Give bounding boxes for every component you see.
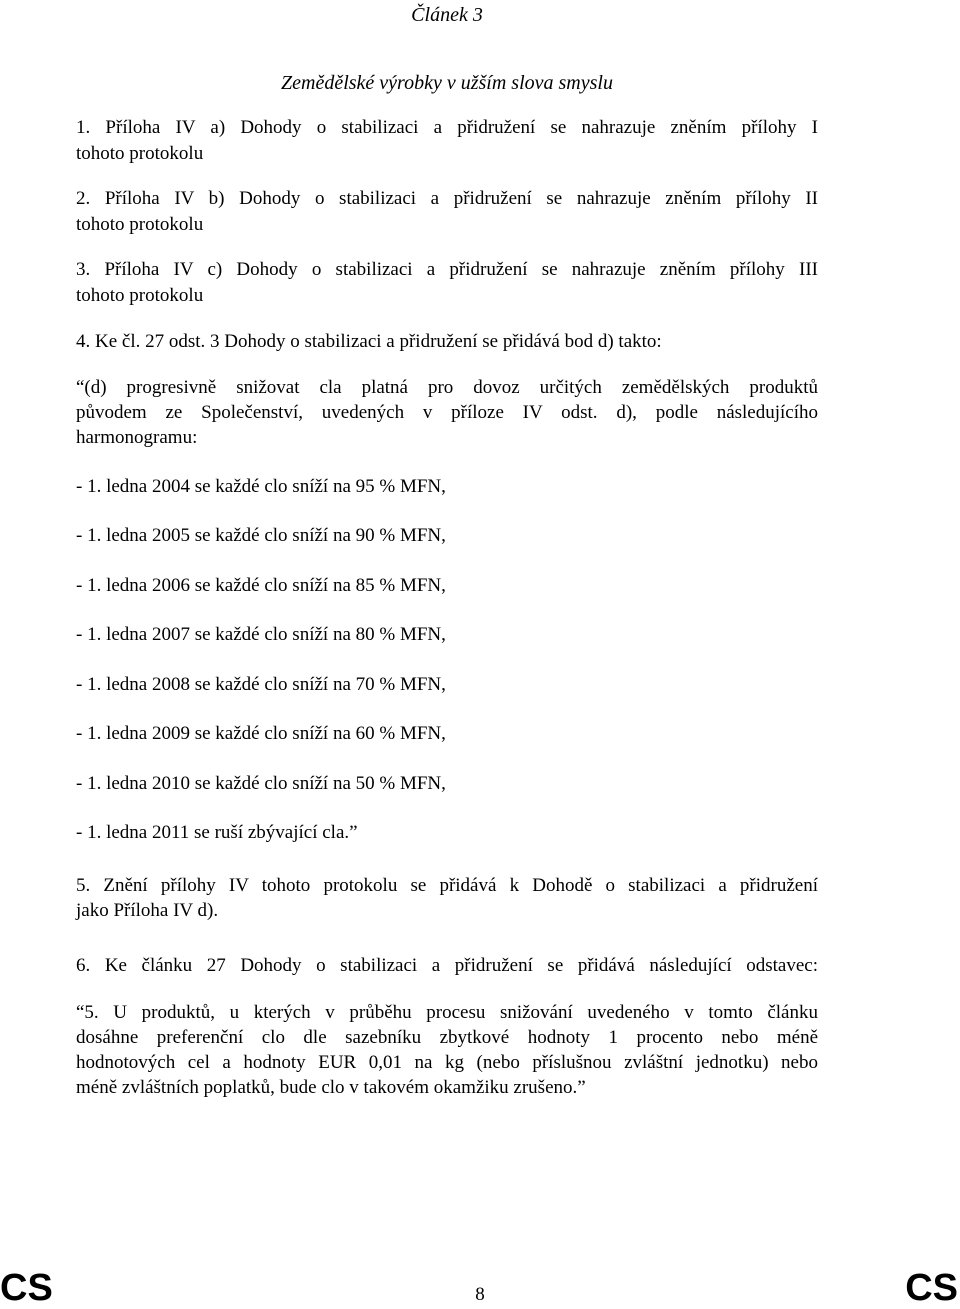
item-5-line-1: 5. Znění přílohy IV tohoto protokolu se přidává k Dohodě o stabilizaci a přidružení <box>76 875 818 896</box>
schedule-item: - 1. ledna 2005 se každé clo sníží na 90 % MFN, <box>76 525 446 546</box>
item-1-line-2: tohoto protokolu <box>76 143 204 164</box>
footer-language-left: CS <box>0 1267 53 1309</box>
quote-d-line-2: původem ze Společenství, uvedených v příloze IV odst. d), podle následujícího <box>76 402 818 423</box>
schedule-item: - 1. ledna 2004 se každé clo sníží na 95 % MFN, <box>76 476 446 497</box>
schedule-item: - 1. ledna 2006 se každé clo sníží na 85 % MFN, <box>76 575 446 596</box>
schedule-item: - 1. ledna 2008 se každé clo sníží na 70 % MFN, <box>76 674 446 695</box>
schedule-item: - 1. ledna 2011 se ruší zbývající cla.” <box>76 822 358 843</box>
item-6: 6. Ke článku 27 Dohody o stabilizaci a přidružení se přidává následující odstavec: <box>76 955 818 976</box>
page-number: 8 <box>475 1284 485 1305</box>
quote-d-line-3: harmonogramu: <box>76 427 198 448</box>
quote-5-line-3: hodnotových cel a hodnoty EUR 0,01 na kg (nebo příslušnou zvláštní jednotku) nebo <box>76 1052 818 1073</box>
item-2-line-1: 2. Příloha IV b) Dohody o stabilizaci a přidružení se nahrazuje zněním přílohy II <box>76 188 818 209</box>
quote-d-line-1: “(d) progresivně snižovat cla platná pro dovoz určitých zemědělských produktů <box>76 377 818 398</box>
quote-5-line-4: méně zvláštních poplatků, bude clo v takovém okamžiku zrušeno.” <box>76 1077 586 1098</box>
quote-5-line-2: dosáhne preferenční clo dle sazebníku zbytkové hodnoty 1 procento nebo méně <box>76 1027 818 1048</box>
schedule-item: - 1. ledna 2009 se každé clo sníží na 60 % MFN, <box>76 723 446 744</box>
schedule-item: - 1. ledna 2007 se každé clo sníží na 80 % MFN, <box>76 624 446 645</box>
schedule-item: - 1. ledna 2010 se každé clo sníží na 50 % MFN, <box>76 773 446 794</box>
item-3-line-2: tohoto protokolu <box>76 285 204 306</box>
document-page <box>76 0 818 1306</box>
item-3-line-1: 3. Příloha IV c) Dohody o stabilizaci a přidružení se nahrazuje zněním přílohy III <box>76 259 818 280</box>
article-title: Zemědělské výrobky v užším slova smyslu <box>281 72 613 94</box>
item-4: 4. Ke čl. 27 odst. 3 Dohody o stabilizaci a přidružení se přidává bod d) takto: <box>76 331 662 352</box>
item-5-line-2: jako Příloha IV d). <box>76 900 219 921</box>
item-2-line-2: tohoto protokolu <box>76 214 204 235</box>
quote-5-line-1: “5. U produktů, u kterých v průběhu procesu snižování uvedeného v tomto článku <box>76 1002 818 1023</box>
footer-language-right: CS <box>905 1267 958 1309</box>
item-1-line-1: 1. Příloha IV a) Dohody o stabilizaci a přidružení se nahrazuje zněním přílohy I <box>76 117 818 138</box>
article-number: Článek 3 <box>411 4 483 26</box>
